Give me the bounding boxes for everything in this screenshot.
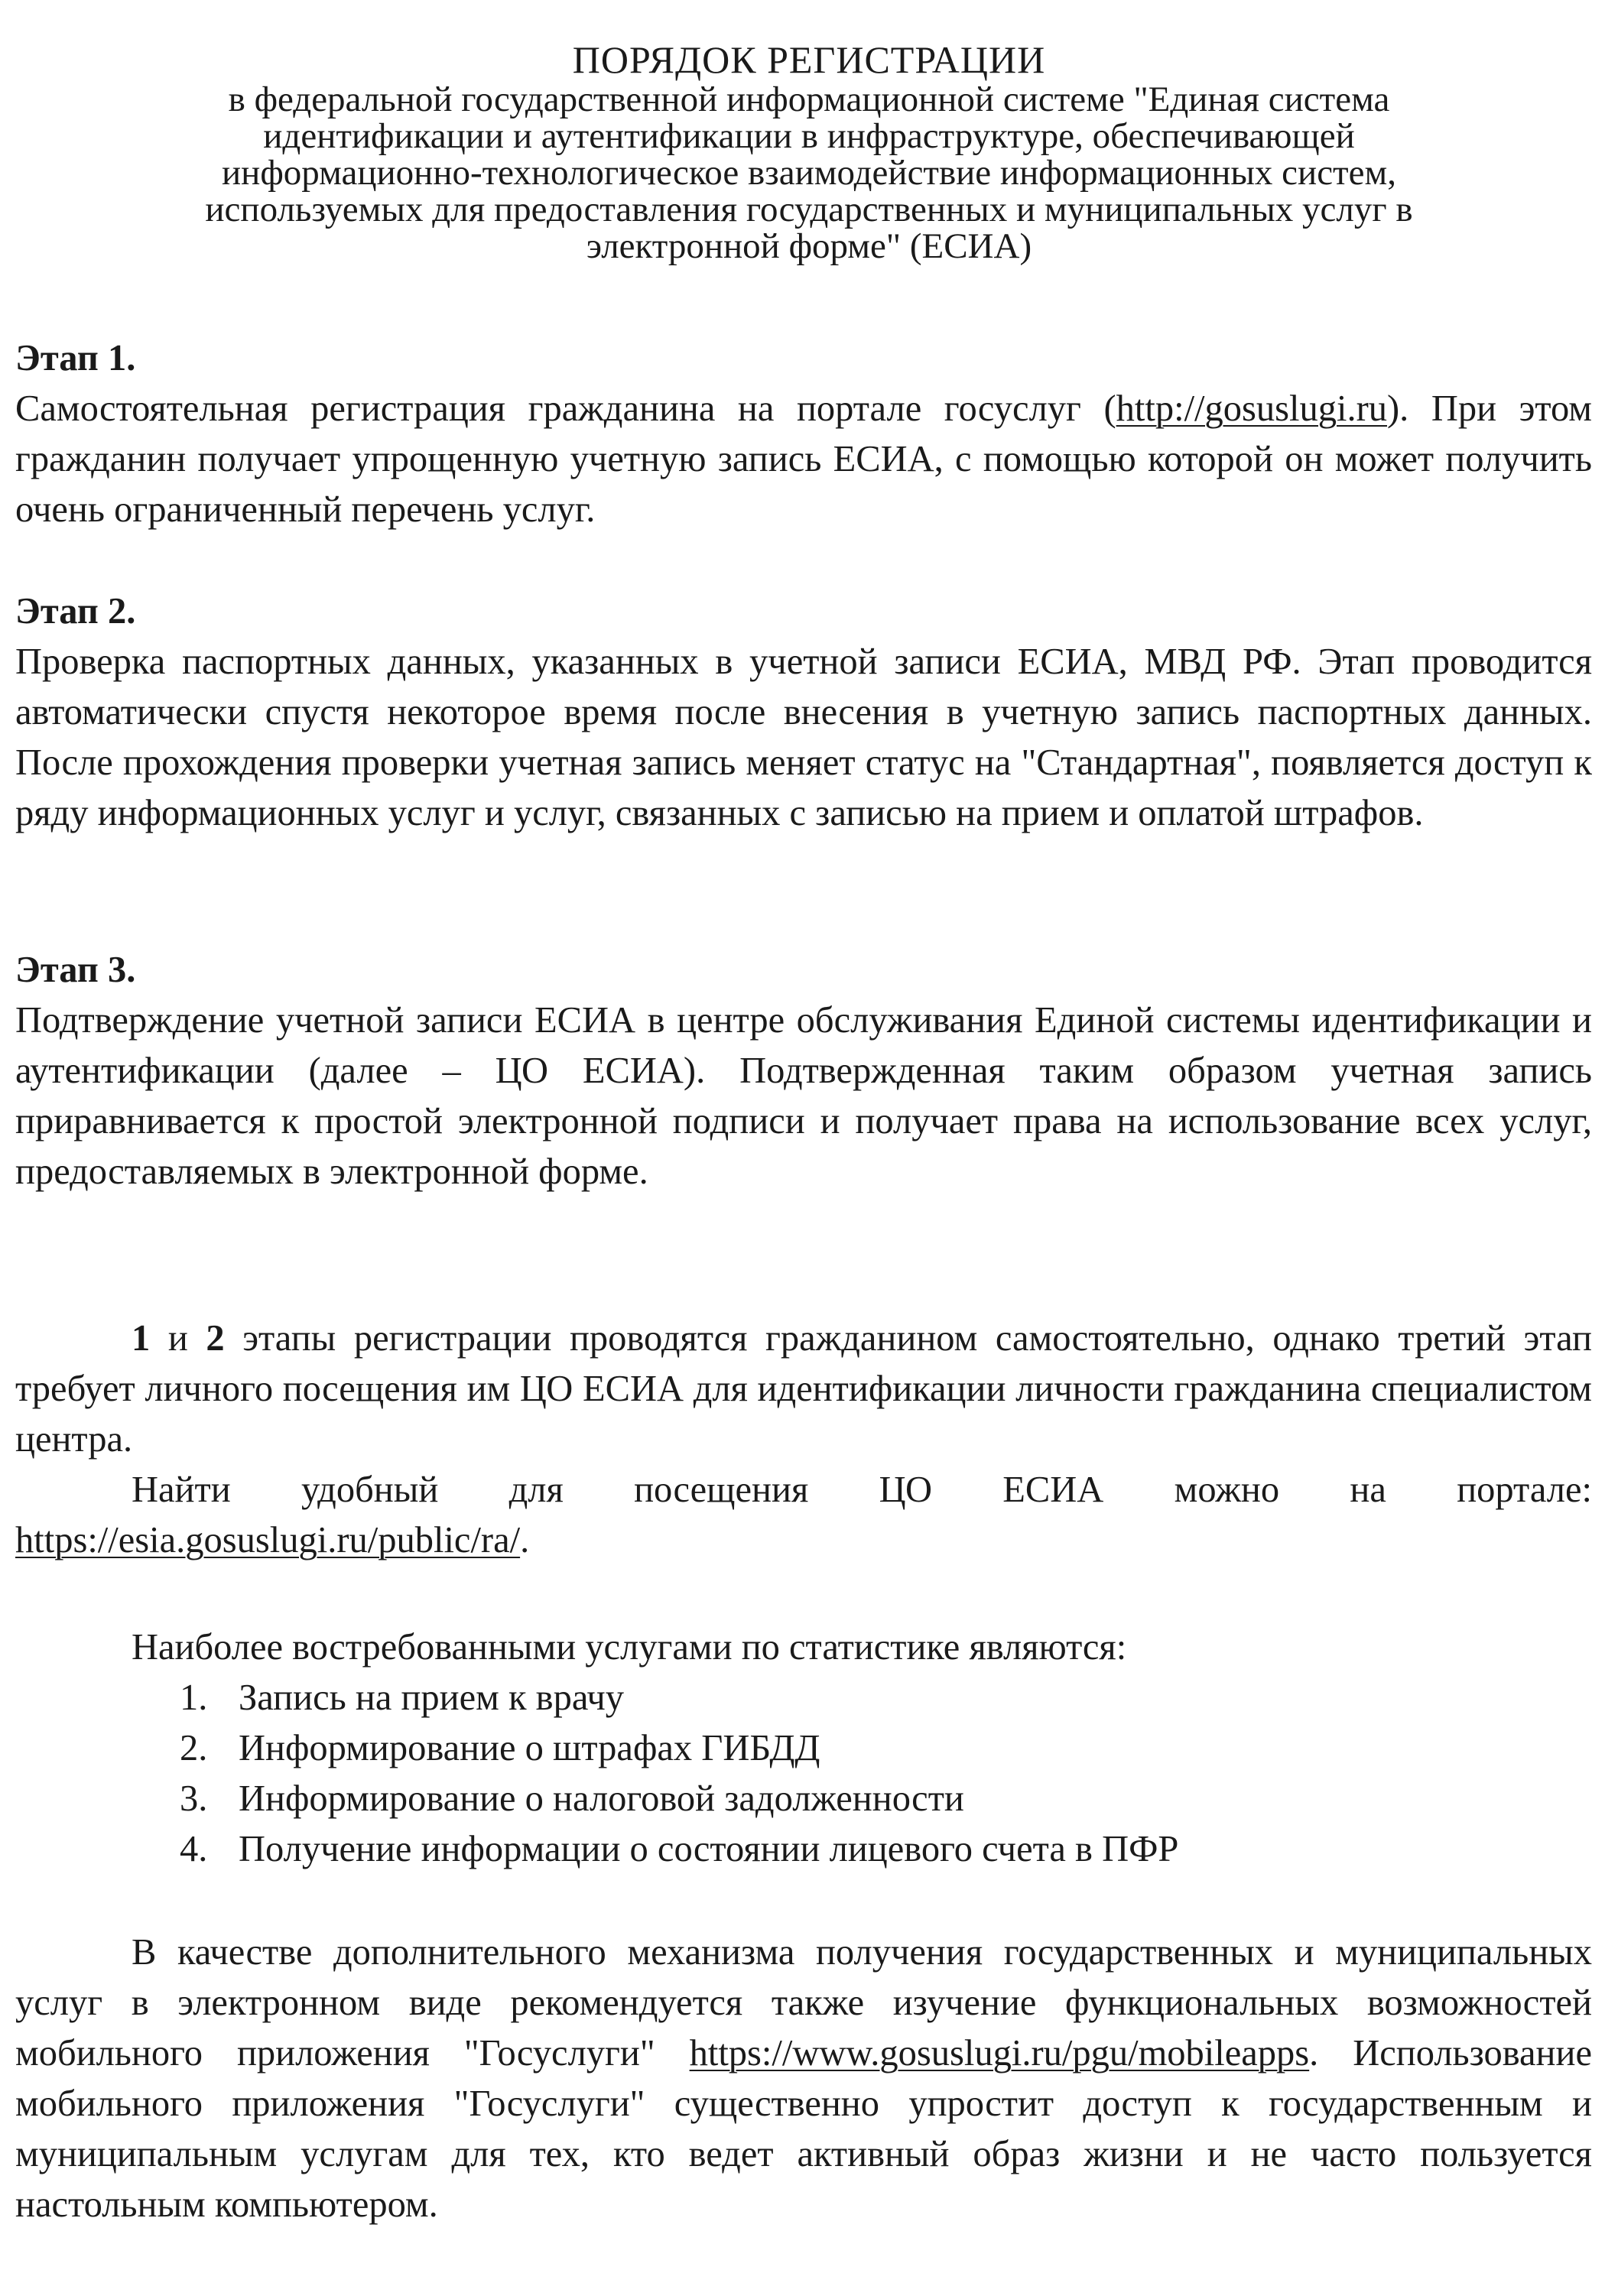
stage-2-heading: Этап 2. <box>15 591 136 632</box>
mobile-text-end: . Использование мобильного приложения "Госуслуги" существенно упростит доступ к государственным и муниципальным услугам для тех, кто ведет активный образ жизни и не часто пользуется настольным компьютером. <box>15 2033 1592 2225</box>
stage-number-1: 1 <box>132 1318 151 1359</box>
list-item <box>15 1774 1592 1824</box>
mobile-section <box>15 1927 1592 2230</box>
stage-2-text: Проверка паспортных данных, указанных в учетной записи ЕСИА, МВД РФ. Этап проводится автоматически спустя некоторое время после внесения в учетную запись паспортных данных. После прохождения проверки учетная запись меняет статус на "Стандартная", появляется доступ к ряду информационных услуг и услуг, связанных с записью на прием и оплатой штрафов. <box>15 641 1592 833</box>
stage-1-section <box>15 333 1592 535</box>
services-intro: Наиболее востребованными услугами по статистике являются: <box>132 1627 1127 1668</box>
mobile-text-start: В качестве дополнительного механизма получения государственных и муниципальных услуг в электронном виде рекомендуется также изучение функциональных возможностей мобильного приложения "Госуслуги" <box>15 1932 1592 2074</box>
title-line: используемых для предоставления государственных и муниципальных услуг в <box>205 190 1413 229</box>
list-item-label: Информирование о налоговой задолженности <box>239 1778 964 1819</box>
list-item <box>15 1673 1592 1723</box>
list-item-label: Информирование о штрафах ГИБДД <box>239 1728 820 1768</box>
find-center-paragraph <box>15 1465 1592 1566</box>
stage-number-2: 2 <box>206 1318 225 1359</box>
title-line: в федеральной государственной информационной системе "Единая система <box>228 80 1390 119</box>
find-center-end: . <box>520 1520 530 1560</box>
list-item <box>15 1824 1592 1875</box>
stage-3-text: Подтверждение учетной записи ЕСИА в центре обслуживания Единой системы идентификации и аутентификации (далее – ЦО ЕСИА). Подтвержденная таким образом учетная запись приравнивается к простой электронной подписи и получает права на использование всех услуг, предоставляемых в электронной форме. <box>15 1000 1592 1192</box>
summary-text: этапы регистрации проводятся гражданином самостоятельно, однако третий этап требует личного посещения им ЦО ЕСИА для идентификации личности гражданина специалистом центра. <box>15 1318 1592 1460</box>
summary-conj: и <box>150 1318 206 1359</box>
title-main: ПОРЯДОК РЕГИСТРАЦИИ <box>572 38 1046 81</box>
title-line: электронной форме" (ЕСИА) <box>586 226 1032 266</box>
list-number: 1. <box>180 1677 208 1718</box>
mobile-paragraph <box>15 1927 1592 2230</box>
services-section <box>15 1622 1592 1875</box>
services-list <box>15 1673 1592 1875</box>
title-line: идентификации и аутентификации в инфраструктуре, обеспечивающей <box>263 116 1355 156</box>
esia-ra-link[interactable]: https://esia.gosuslugi.ru/public/ra/ <box>15 1520 521 1560</box>
list-item <box>15 1723 1592 1774</box>
document-title <box>31 38 1587 265</box>
mobileapps-link[interactable]: https://www.gosuslugi.ru/pgu/mobileapps <box>689 2033 1310 2074</box>
stage-1-text <box>15 384 1592 535</box>
stage-1-text-start: Самостоятельная регистрация гражданина на портале госуслуг ( <box>15 388 1116 429</box>
list-number: 4. <box>180 1829 208 1869</box>
stage-3-section <box>15 945 1592 1197</box>
stage-3-heading: Этап 3. <box>15 950 136 990</box>
gosuslugi-link[interactable]: http://gosuslugi.ru <box>1116 388 1387 429</box>
list-number: 3. <box>180 1778 208 1819</box>
find-center-text: Найти удобный для посещения ЦО ЕСИА можно на портале: <box>132 1470 1592 1510</box>
list-item-label: Получение информации о состоянии лицевого счета в ПФР <box>239 1829 1179 1869</box>
stage-1-text-end: ). При этом гражданин получает упрощенную учетную запись ЕСИА, с помощью которой он может получить очень ограниченный перечень услуг. <box>15 388 1592 530</box>
title-line: информационно-технологическое взаимодействие информационных систем, <box>222 153 1396 193</box>
stage-1-heading: Этап 1. <box>15 338 136 378</box>
list-item-label: Запись на прием к врачу <box>239 1677 625 1718</box>
summary-paragraph <box>15 1314 1592 1465</box>
list-number: 2. <box>180 1728 208 1768</box>
summary-section <box>15 1314 1592 1566</box>
stage-2-section <box>15 586 1592 839</box>
